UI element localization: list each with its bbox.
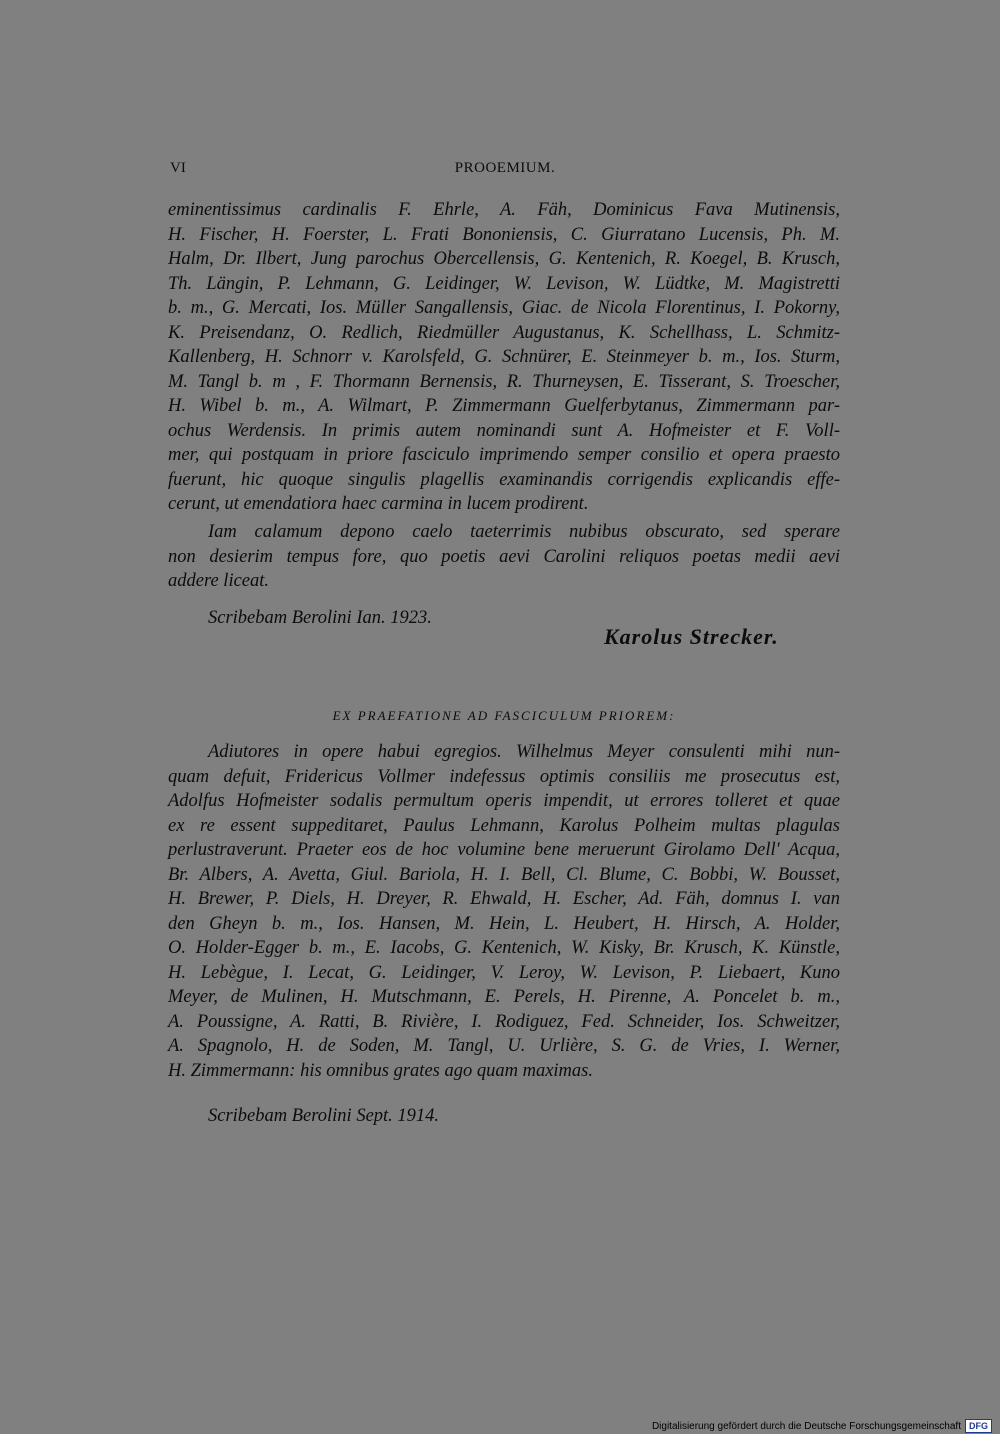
digitization-footer: [652, 1418, 992, 1434]
text-line: Iam calamum depono caelo taeterrimis nubibus obscurato, sed sperare: [208, 522, 840, 542]
text-line: b. m., G. Mercati, Ios. Müller Sangallensis, Giac. de Nicola Florentinus, I. Pokorny,: [168, 298, 840, 318]
text-line: H. Brewer, P. Diels, H. Dreyer, R. Ehwald, H. Escher, Ad. Fäh, domnus I. van: [168, 889, 840, 909]
text-line: cerunt, ut emendatiora haec carmina in lucem prodirent.: [168, 494, 589, 514]
text-line: Adiutores in opere habui egregios. Wilhelmus Meyer consulenti mihi nun-: [208, 742, 840, 762]
text-line: ex re essent suppeditaret, Paulus Lehmann, Karolus Polheim multas plagulas: [168, 815, 840, 836]
text-line: fuerunt, hic quoque singulis plagellis examinandis corrigendis explicandis effe-: [168, 469, 840, 490]
footer-credit: Digitalisierung gefördert durch die Deutsche Forschungsgemeinschaft: [651, 1420, 961, 1432]
text-line: mer, qui postquam in priore fasciculo imprimendo semper consilio et opera praesto: [168, 445, 840, 465]
text-line: H. Lebègue, I. Lecat, G. Leidinger, V. Leroy, W. Levison, P. Liebaert, Kuno: [168, 962, 840, 983]
text-line: quam defuit, Fridericus Vollmer indefessus optimis consiliis me prosecutus est,: [168, 766, 840, 787]
text-line: den Gheyn b. m., Ios. Hansen, M. Hein, L. Heubert, H. Hirsch, A. Holder,: [168, 913, 840, 934]
text-line: M. Tangl b. m , F. Thormann Bernensis, R. Thurneysen, E. Tisserant, S. Troescher,: [168, 371, 840, 392]
text-line: H. Zimmermann: his omnibus grates ago quam maximas.: [168, 1060, 593, 1081]
text-line: eminentissimus cardinalis F. Ehrle, A. Fäh, Dominicus Fava Mutinensis,: [168, 200, 840, 220]
text-line: ochus Werdensis. In primis autem nominandi sunt A. Hofmeister et F. Voll-: [168, 420, 840, 441]
dateline-1914: Scribebam Berolini Sept. 1914.: [208, 1106, 440, 1126]
signature: Karolus Strecker.: [604, 624, 779, 649]
text-line: H. Wibel b. m., A. Wilmart, P. Zimmermann Guelferbytanus, Zimmermann par-: [168, 396, 840, 416]
text-line: Th. Längin, P. Lehmann, G. Leidinger, W. Levison, W. Lüdtke, M. Magistretti: [168, 273, 840, 294]
page-number: VI: [170, 160, 186, 176]
page-header: [170, 156, 840, 180]
section-heading: EX PRAEFATIONE AD FASCICULUM PRIOREM:: [332, 708, 676, 723]
running-title: PROOEMIUM.: [454, 160, 556, 176]
text-line: A. Poussigne, A. Ratti, B. Rivière, I. Rodiguez, Fed. Schneider, Ios. Schweitzer,: [168, 1011, 840, 1032]
text-line: non desierim tempus fore, quo poetis aevi Carolini reliquos poetas medii aevi: [168, 546, 840, 567]
text-line: addere liceat.: [168, 571, 270, 591]
text-line: Br. Albers, A. Avetta, Giul. Bariola, H. I. Bell, Cl. Blume, C. Bobbi, W. Bousset,: [168, 864, 840, 885]
text-line: H. Fischer, H. Foerster, L. Frati Bononiensis, C. Giurratano Lucensis, Ph. M.: [168, 224, 840, 245]
text-line: Adolfus Hofmeister sodalis permultum operis impendit, ut errores tolleret et quae: [168, 791, 840, 811]
text-line: K. Preisendanz, O. Redlich, Riedmüller Augustanus, K. Schellhass, L. Schmitz-: [168, 322, 840, 343]
text-line: Halm, Dr. Ilbert, Jung parochus Obercellensis, G. Kentenich, R. Koegel, B. Krusch,: [168, 249, 840, 269]
text-line: Kallenberg, H. Schnorr v. Karolsfeld, G. Schnürer, E. Steinmeyer b. m., Ios. Sturm,: [168, 347, 840, 367]
text-line: perlustraverunt. Praeter eos de hoc volumine bene meruerunt Girolamo Dell' Acqua,: [168, 840, 840, 860]
text-line: Meyer, de Mulinen, H. Mutschmann, E. Perels, H. Pirenne, A. Poncelet b. m.,: [168, 987, 840, 1007]
dateline-1923: Scribebam Berolini Ian. 1923.: [208, 608, 432, 628]
text-line: O. Holder-Egger b. m., E. Iacobs, G. Kentenich, W. Kisky, Br. Krusch, K. Künstle,: [168, 938, 840, 958]
dfg-logo: DFG: [965, 1419, 992, 1433]
text-line: A. Spagnolo, H. de Soden, M. Tangl, U. Urlière, S. G. de Vries, I. Werner,: [168, 1036, 840, 1056]
